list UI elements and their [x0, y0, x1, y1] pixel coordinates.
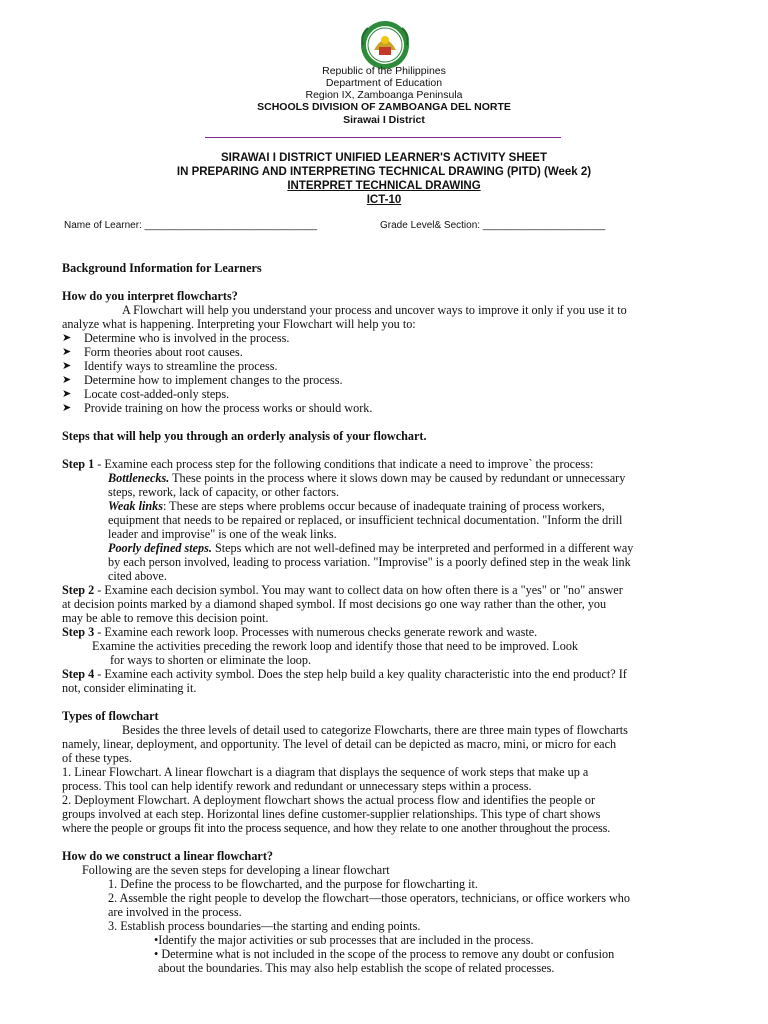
- arrow-bullet-icon: ➤: [62, 332, 72, 344]
- construct-bullet-2-line-2: about the boundaries. This may also help establish the scope of related processes.: [158, 961, 555, 975]
- steps-heading: Steps that will help you through an orderly analysis of your flowchart.: [62, 429, 427, 443]
- arrow-bullet-icon: ➤: [62, 402, 72, 414]
- header-divider: [205, 137, 561, 138]
- step-3-line-2: Examine the activities preceding the rework loop and identify those that need to be improved. Look: [92, 639, 579, 653]
- linear-flowchart-line-2: process. This tool can help identify rework and redundant or unnecessary steps within a process.: [62, 779, 532, 793]
- list-item: ➤ Locate cost-added-only steps.: [62, 387, 230, 401]
- step-1: Step 1 - Examine each process step for the following conditions that indicate a need to improve` the process:: [62, 457, 594, 471]
- header-department: Department of Education: [325, 77, 443, 89]
- poorly-defined-line-1: Poorly defined steps. Steps which are not well-defined may be interpreted and performed in a different way: [108, 541, 634, 555]
- document-body: [62, 261, 710, 975]
- bottlenecks-line-2: steps, rework, lack of capacity, or other factors.: [108, 485, 340, 499]
- construct-heading: How do we construct a linear flowchart?: [62, 849, 273, 863]
- construct-step-2-line-1: 2. Assemble the right people to develop the flowchart—those operators, technicians, or office workers who: [108, 891, 630, 905]
- list-item: ➤ Form theories about root causes.: [62, 345, 243, 359]
- list-item: ➤ Identify ways to streamline the process.: [62, 359, 278, 373]
- title-line-2: IN PREPARING AND INTERPRETING TECHNICAL DRAWING (PITD) (Week 2): [176, 166, 592, 178]
- types-para-1: Besides the three levels of detail used to categorize Flowcharts, there are three main types of flowcharts: [122, 723, 628, 737]
- interpret-heading: How do you interpret flowcharts?: [62, 289, 238, 303]
- poorly-defined-line-3: cited above.: [108, 569, 167, 583]
- deployment-flowchart-line-2: groups involved at each step. Horizontal lines define customer-supplier relationships. This type of chart shows: [62, 807, 601, 821]
- weak-links-line-2: equipment that needs to be repaired or replaced, or insufficient technical documentation. "Inform the drill: [108, 513, 623, 527]
- poorly-defined-line-2: by each person involved, leading to process variation. "Improvise" is a poorly defined step in the weak link: [108, 555, 631, 569]
- linear-flowchart-line-1: 1. Linear Flowchart. A linear flowchart is a diagram that displays the sequence of work steps that make up a: [62, 765, 589, 779]
- grade-section-field: Grade Level& Section: ______________________: [380, 220, 606, 231]
- arrow-bullet-icon: ➤: [62, 388, 72, 400]
- arrow-bullet-icon: ➤: [62, 346, 72, 358]
- step-2-line-3: may be able to remove this decision point.: [62, 611, 269, 625]
- construct-bullet-1: •Identify the major activities or sub processes that are included in the process.: [154, 933, 534, 947]
- step-2: Step 2 - Examine each decision symbol. You may want to collect data on how often there is a "yes" or "no" answer: [62, 583, 623, 597]
- deployment-flowchart-line-3: where the people or groups fit into the process sequence, and how they relate to one another throughout the process.: [62, 821, 611, 835]
- step-3: Step 3 - Examine each rework loop. Processes with numerous checks generate rework and waste.: [62, 625, 538, 639]
- arrow-bullet-icon: ➤: [62, 360, 72, 372]
- types-para-3: of these types.: [62, 751, 133, 765]
- list-item: ➤ Determine who is involved in the process.: [62, 331, 290, 345]
- bottlenecks-line-1: Bottlenecks. These points in the process where it slows down may be caused by redundant or unnecessary: [108, 471, 626, 485]
- step-3-line-3: for ways to shorten or eliminate the loop.: [110, 653, 312, 667]
- construct-step-3: 3. Establish process boundaries—the starting and ending points.: [108, 919, 421, 933]
- construct-intro: Following are the seven steps for developing a linear flowchart: [82, 863, 390, 877]
- construct-step-1: 1. Define the process to be flowcharted, and the purpose for flowcharting it.: [108, 877, 478, 891]
- header-republic: Republic of the Philippines: [322, 65, 446, 77]
- header-division: SCHOOLS DIVISION OF ZAMBOANGA DEL NORTE: [257, 101, 511, 113]
- step-4-line-2: not, consider eliminating it.: [62, 681, 197, 695]
- list-item: ➤ Provide training on how the process works or should work.: [62, 401, 373, 415]
- types-para-2: namely, linear, deployment, and opportunity. The level of detail can be depicted as macro, mini, or micro for each: [62, 737, 617, 751]
- deped-seal-icon: [360, 20, 410, 70]
- title-line-4: ICT-10: [366, 194, 402, 206]
- weak-links-line-3: leader and improvise" is one of the weak links.: [108, 527, 337, 541]
- step-4: Step 4 - Examine each activity symbol. Does the step help build a key quality characteristic into the end product? If: [62, 667, 627, 681]
- deployment-flowchart-line-1: 2. Deployment Flowchart. A deployment flowchart shows the actual process flow and identifies the people or: [62, 793, 596, 807]
- header-district: Sirawai I District: [343, 114, 425, 126]
- header-region: Region IX, Zamboanga Peninsula: [305, 89, 463, 101]
- interpret-para-1: A Flowchart will help you understand your process and uncover ways to improve it only if you use it to: [122, 303, 627, 317]
- background-heading: Background Information for Learners: [62, 261, 262, 275]
- list-item: ➤ Determine how to implement changes to the process.: [62, 373, 343, 387]
- title-line-1: SIRAWAI I DISTRICT UNIFIED LEARNER'S ACTIVITY SHEET: [220, 152, 548, 164]
- learner-name-field: Name of Learner: _______________________________: [64, 220, 318, 231]
- construct-bullet-2-line-1: • Determine what is not included in the scope of the process to remove any doubt or confusion: [154, 947, 615, 961]
- title-line-3: INTERPRET TECHNICAL DRAWING: [287, 180, 481, 192]
- step-2-line-2: at decision points marked by a diamond shaped symbol. If most decisions go one way rather than the other, you: [62, 597, 607, 611]
- arrow-bullet-icon: ➤: [62, 374, 72, 386]
- weak-links-line-1: Weak links: These are steps where problems occur because of inadequate training of process workers,: [108, 499, 605, 513]
- types-heading: Types of flowchart: [62, 709, 159, 723]
- construct-step-2-line-2: are involved in the process.: [108, 905, 242, 919]
- interpret-para-2: analyze what is happening. Interpreting your Flowchart will help you to:: [62, 317, 416, 331]
